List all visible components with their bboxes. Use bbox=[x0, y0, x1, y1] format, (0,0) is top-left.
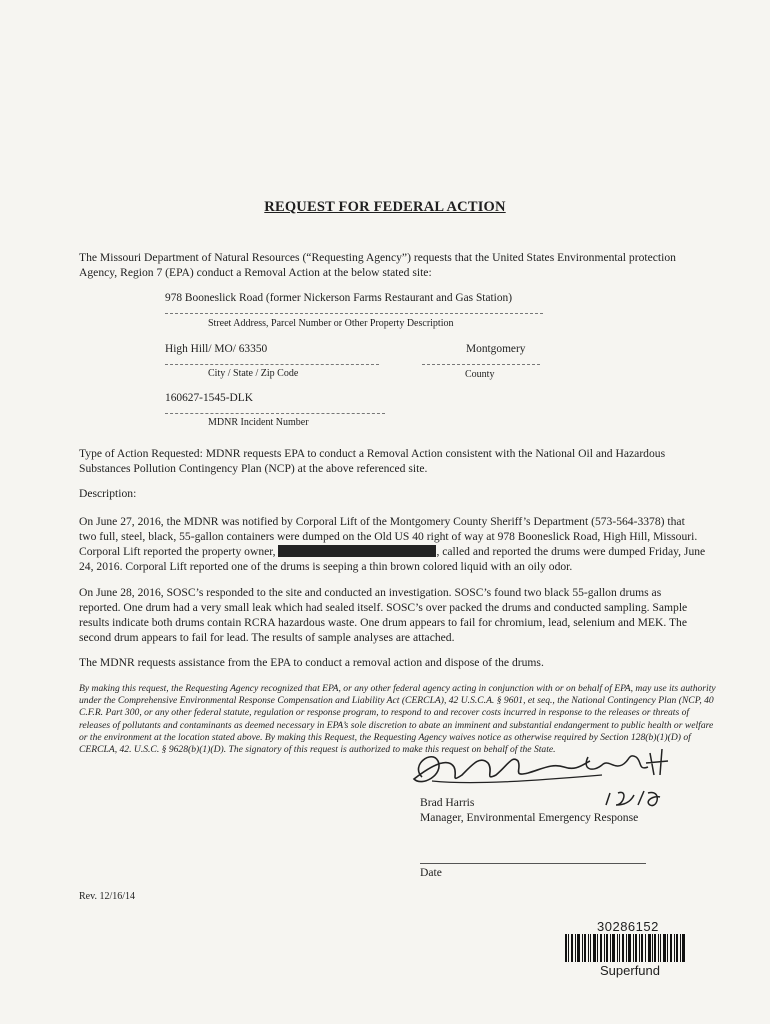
intro-paragraph bbox=[79, 250, 699, 280]
desc-line-with-redaction bbox=[79, 544, 706, 559]
legal-line: C.F.R. Part 300, or any other federal statute, regulation or response program, to respond to and recover costs incurred in response to the releases or threats of bbox=[79, 707, 690, 719]
county-rule bbox=[422, 364, 540, 365]
intro-line: Agency, Region 7 (EPA) conduct a Removal Action at the below stated site: bbox=[79, 266, 432, 279]
desc-line: 24, 2016. Corporal Lift reported one of the drums is seeping a thin brown colored liquid with an oily odor. bbox=[79, 560, 573, 573]
type-line: Substances Pollution Contingency Plan (NCP) at the above referenced site. bbox=[79, 462, 428, 475]
barcode-number: 30286152 bbox=[597, 919, 659, 934]
description-paragraph-1 bbox=[79, 514, 706, 574]
desc-fragment: Corporal Lift reported the property owner, bbox=[79, 545, 276, 558]
desc-line: results indicate both drums contain RCRA hazardous waste. One drum appears to fail for chromium, lead, selenium and MEK. The bbox=[79, 616, 687, 629]
incident-caption: MDNR Incident Number bbox=[208, 417, 309, 428]
signer-name: Brad Harris bbox=[420, 796, 475, 809]
legal-line: releases of pollutants and contaminants as deemed necessary in EPA’s sole discretion to abate an imminent and substantial endangerment to public health or welfare bbox=[79, 719, 714, 731]
incident-rule bbox=[165, 413, 385, 414]
desc-fragment: , called and reported the drums were dumped Friday, June bbox=[436, 545, 706, 558]
city-rule bbox=[165, 364, 379, 365]
legal-line: CERCLA, 42. U.S.C. § 9628(b)(1)(D). The signatory of this request is authorized to make this request on behalf of the State. bbox=[79, 744, 556, 756]
barcode-icon bbox=[565, 934, 685, 962]
desc-line: On June 27, 2016, the MDNR was notified by Corporal Lift of the Montgomery County Sheriff’s Department (573-564-3378) that bbox=[79, 515, 685, 528]
desc-line: second drum appears to fail for lead. The results of sample analyses are attached. bbox=[79, 631, 455, 644]
site-address: 978 Booneslick Road (former Nickerson Farms Restaurant and Gas Station) bbox=[165, 292, 513, 304]
type-line: Type of Action Requested: MDNR requests EPA to conduct a Removal Action consistent with the National Oil and Hazardous bbox=[79, 447, 666, 460]
legal-line: under the Comprehensive Environmental Response Compensation and Liability Act (CERCLA), 42 U.S.C.A. § 9601, et seq., the National Contingency Plan (NCP, 40 bbox=[79, 695, 714, 707]
desc-line: reported. One drum had a very small leak which had sealed itself. SOSC’s over packed the drums and conducted sampling. Sample bbox=[79, 601, 688, 614]
request-paragraph: The MDNR requests assistance from the EPA to conduct a removal action and dispose of the drums. bbox=[79, 656, 544, 669]
incident-number: 160627-1545-DLK bbox=[165, 392, 253, 404]
signer-title: Manager, Environmental Emergency Response bbox=[420, 811, 639, 824]
type-of-action-paragraph bbox=[79, 446, 699, 476]
city-caption: City / State / Zip Code bbox=[208, 368, 299, 379]
legal-line: By making this request, the Requesting Agency recognized that EPA, or any other federal agency acting in conjunction with or on behalf of EPA, may use its authority bbox=[79, 683, 716, 694]
revision-label: Rev. 12/16/14 bbox=[79, 891, 136, 902]
redaction-block bbox=[278, 545, 436, 557]
document-title: REQUEST FOR FEDERAL ACTION bbox=[264, 199, 506, 215]
legal-line: or the environment at the location stated above. By making this Request, the Requesting Agency waives notice as otherwise required by Section 128(b)(1)(D) of bbox=[79, 731, 691, 743]
date-rule bbox=[420, 863, 646, 864]
county-caption: County bbox=[465, 369, 495, 380]
intro-line: The Missouri Department of Natural Resources (“Requesting Agency”) requests that the United States Environmental protection bbox=[79, 251, 676, 264]
date-label: Date bbox=[420, 866, 442, 879]
description-label: Description: bbox=[79, 487, 137, 500]
barcode-label: Superfund bbox=[600, 963, 660, 978]
desc-line: On June 28, 2016, SOSC’s responded to the site and conducted an investigation. SOSC’s found two black 55-gallon drums as bbox=[79, 586, 662, 599]
address-rule bbox=[165, 313, 543, 314]
site-county: Montgomery bbox=[466, 343, 526, 355]
description-paragraph-2 bbox=[79, 585, 699, 645]
address-caption: Street Address, Parcel Number or Other Property Description bbox=[208, 318, 454, 329]
desc-line: two full, steel, black, 55-gallon containers were dumped on the Old US 40 right of way at 978 Booneslick Road, High Hill, Missouri. bbox=[79, 530, 698, 543]
site-city: High Hill/ MO/ 63350 bbox=[165, 343, 268, 355]
